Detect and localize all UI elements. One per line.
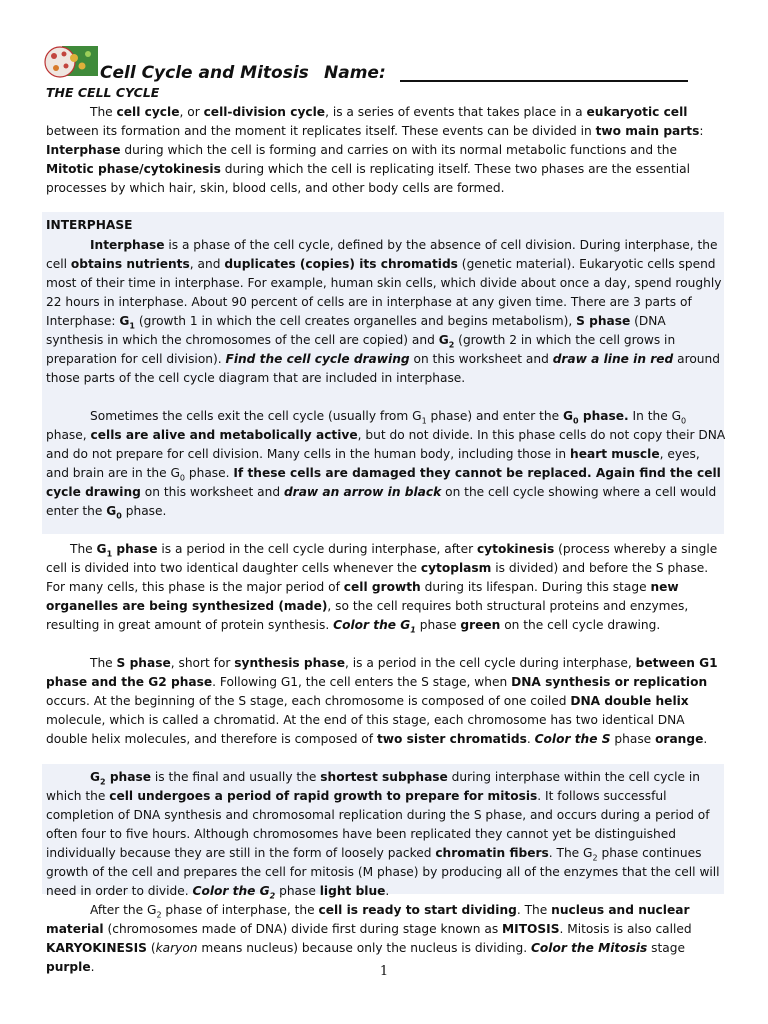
intro-paragraph: The cell cycle, or cell-division cycle, is a series of events that takes place in a eukaryotic cell between its formation and the moment it replicates itself. These events can be divided in two main parts: Interphase during which the cell is forming and carries on with its normal metabolic functions and the Mitotic phase/cytokinesis during which the cell is replicating itself. These two phases are the essential processes by which hair, skin, blood cells, and other body cells are formed. — [46, 105, 704, 195]
page-title: Cell Cycle and Mitosis — [100, 63, 309, 83]
page-number: 1 — [379, 964, 389, 979]
g2-paragraph: $G_2$ phase is the final and usually the shortest subphase during interphase within the cell cycle in which the cell undergoes a period of rapid growth to prepare for mitosis. It follows successful completion of DNA synthesis and chromosomal replication during the S phase, and occurs during a period of often four to five hours. Although chromosomes have been replicated they cannot yet be distinguished individually because they are still in the form of loosely packed chromatin fibers. The $G_2$ phase continues growth of the cell and prepares the cell for mitosis (M phase) by producing all of the enzymes that the cell will need in order to divide. Color the $G_2$ phase light blue. — [46, 770, 720, 901]
section-subtitle: THE CELL CYCLE — [46, 85, 160, 100]
name-blank-line[interactable] — [400, 80, 688, 82]
interphase-paragraph: Interphase is a phase of the cell cycle, defined by the absence of cell division. During interphase, the cell obtains nutrients, and duplicates (copies) its chromatids (genetic material). Eukaryotic cells spend most of their time in interphase. For example, human skin cells, which divide about once a day, spend roughly 22 hours in interphase. About 90 percent of cells are in interphase at any given time. There are 3 parts of Interphase: $G_1$ (growth 1 in which the cell creates organelles and begins metabolism), S phase (DNA synthesis in which the chromosomes of the cell are copied) and $G_2$ (growth 2 in which the cell grows in preparation for cell division). Find the cell cycle drawing on this worksheet and draw a line in red around those parts of the cell cycle diagram that are included in interphase. — [46, 238, 722, 385]
title-row — [100, 60, 720, 88]
cell-image-logo — [44, 44, 100, 80]
interphase-heading: INTERPHASE — [46, 218, 133, 232]
s-phase-paragraph: The S phase, short for synthesis phase, is a period in the cell cycle during interphase, between G1 phase and the G2 phase. Following G1, the cell enters the S stage, when DNA synthesis or replication occurs. At the beginning of the S stage, each chromosome is composed of one coiled DNA double helix molecule, which is called a chromatid. At the end of this stage, each chromosome has two identical DNA double helix molecules, and therefore is composed of two sister chromatids. Color the S phase orange. — [46, 656, 718, 746]
name-label: Name: — [324, 63, 386, 83]
after-g2-paragraph: After the $G_2$ phase of interphase, the cell is ready to start dividing. The nucleus and nuclear material (chromosomes made of DNA) divide first during stage known as MITOSIS. Mitosis is also called KARYOKINESIS (karyon means nucleus) because only the nucleus is dividing. Color the Mitosis stage purple. — [46, 903, 692, 974]
g1-paragraph: The $G_1$ phase is a period in the cell cycle during interphase, after cytokinesis (process whereby a single cell is divided into two identical daughter cells whenever the cytoplasm is divided) and before the S phase. For many cells, this phase is the major period of cell growth during its lifespan. During this stage new organelles are being synthesized (made), so the cell requires both structural proteins and enzymes, resulting in great amount of protein synthesis. Color the $G_1$ phase green on the cell cycle drawing. — [46, 542, 718, 635]
g0-paragraph: Sometimes the cells exit the cell cycle (usually from $G_1$ phase) and enter the $G_0$ phase. In the $G_0$ phase, cells are alive and metabolically active, but do not divide. In this phase cells do not copy their DNA and do not prepare for cell division. Many cells in the human body, including those in heart muscle, eyes, and brain are in the $G_0$ phase. If these cells are damaged they cannot be replaced. Again find the cell cycle drawing on this worksheet and draw an arrow in black on the cell cycle showing where a cell would enter the $G_0$ phase. — [46, 409, 726, 521]
